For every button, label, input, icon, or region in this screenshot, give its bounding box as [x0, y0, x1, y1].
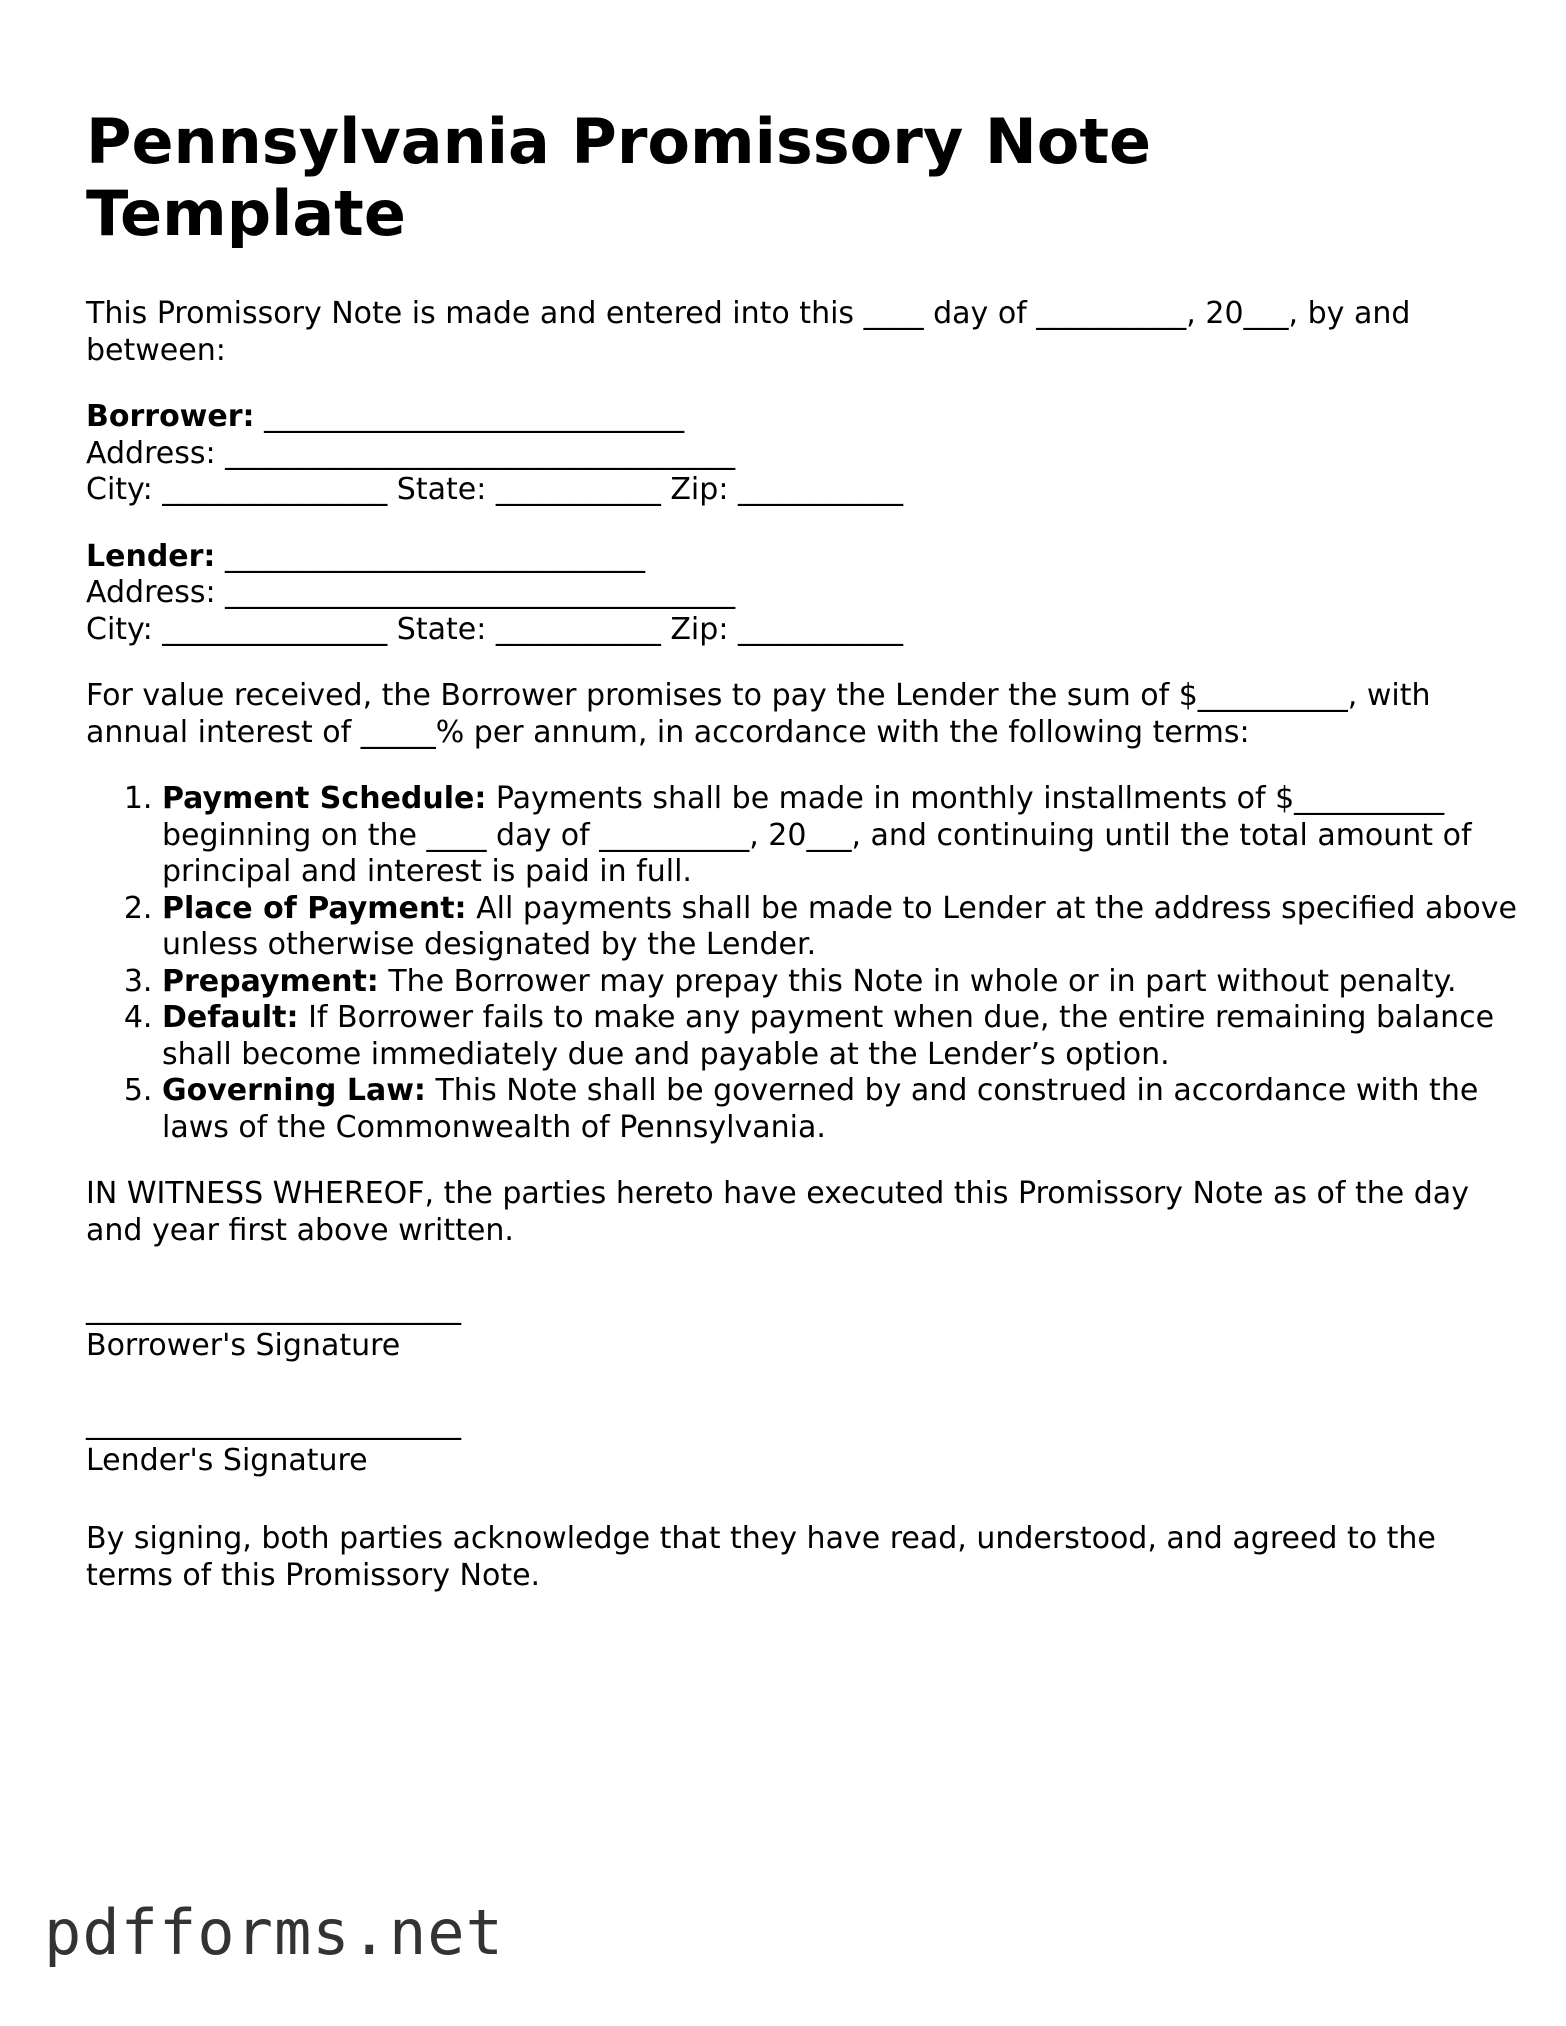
term-label: Place of Payment: — [162, 890, 467, 926]
borrower-signature-label: Borrower's Signature — [86, 1327, 401, 1363]
lender-signature-block — [86, 1406, 1486, 1479]
term-item — [162, 964, 1552, 1001]
terms-list — [86, 781, 1552, 1146]
lender-name-line — [86, 539, 1486, 576]
document-title: Pennsylvania Promissory Note Template — [86, 105, 1152, 250]
witness-paragraph: IN WITNESS WHEREOF, the parties hereto have executed this Promissory Note as of the day and year first above written. — [86, 1176, 1469, 1248]
term-text: The Borrower may prepay this Note in whole or in part without penalty. — [378, 963, 1457, 999]
lender-signature-label: Lender's Signature — [86, 1442, 368, 1478]
borrower-name-line — [86, 399, 1486, 436]
term-text: Payments shall be made in monthly installments of $__________ beginning on the ____ day of __________, 20___, and continuing until the total amount of principal and interest is paid in full. — [162, 781, 1472, 889]
borrower-city-line: City: _______________ State: ___________ Zip: ___________ — [86, 472, 903, 507]
term-item — [162, 1000, 1552, 1073]
term-text: This Note shall be governed by and construed in accordance with the laws of the Commonwealth of Pennsylvania. — [162, 1073, 1479, 1145]
borrower-name-blank: ____________________________ — [254, 399, 685, 434]
borrower-signature-block — [86, 1291, 1486, 1364]
term-label: Default: — [162, 1000, 299, 1035]
document-page — [86, 105, 1517, 1594]
lender-city-line: City: _______________ State: ___________ Zip: ___________ — [86, 611, 903, 647]
term-label: Prepayment: — [162, 963, 379, 999]
sum-paragraph: For value received, the Borrower promises to pay the Lender the sum of $__________, with annual interest of _____% per annum, in accordance with the following terms: — [86, 678, 1431, 750]
term-text: All payments shall be made to Lender at the address specified above unless otherwise designated by the Lender. — [162, 890, 1517, 962]
borrower-label: Borrower: — [86, 399, 255, 434]
term-item — [162, 1073, 1552, 1146]
term-item — [162, 891, 1552, 964]
term-label: Payment Schedule: — [162, 781, 487, 816]
term-text: If Borrower fails to make any payment when due, the entire remaining balance shall become immediately due and payable at the Lender’s option. — [162, 1000, 1495, 1072]
borrower-signature-line: _________________________ — [86, 1291, 461, 1326]
term-item — [162, 781, 1552, 891]
term-label: Governing Law: — [162, 1073, 426, 1108]
watermark: pdfforms.net — [44, 1896, 504, 1969]
intro-paragraph: This Promissory Note is made and entered into this ____ day of __________, 20___, by and between: — [86, 296, 1411, 368]
lender-address-line: Address: __________________________________ — [86, 575, 736, 610]
closing-paragraph: By signing, both parties acknowledge that they have read, understood, and agreed to the terms of this Promissory Note. — [86, 1521, 1436, 1593]
lender-name-blank: ____________________________ — [215, 538, 645, 574]
borrower-section — [86, 399, 1486, 509]
lender-section — [86, 539, 1486, 649]
borrower-address-line: Address: __________________________________ — [86, 435, 736, 471]
lender-label: Lender: — [86, 538, 216, 574]
lender-signature-line: _________________________ — [86, 1406, 461, 1441]
